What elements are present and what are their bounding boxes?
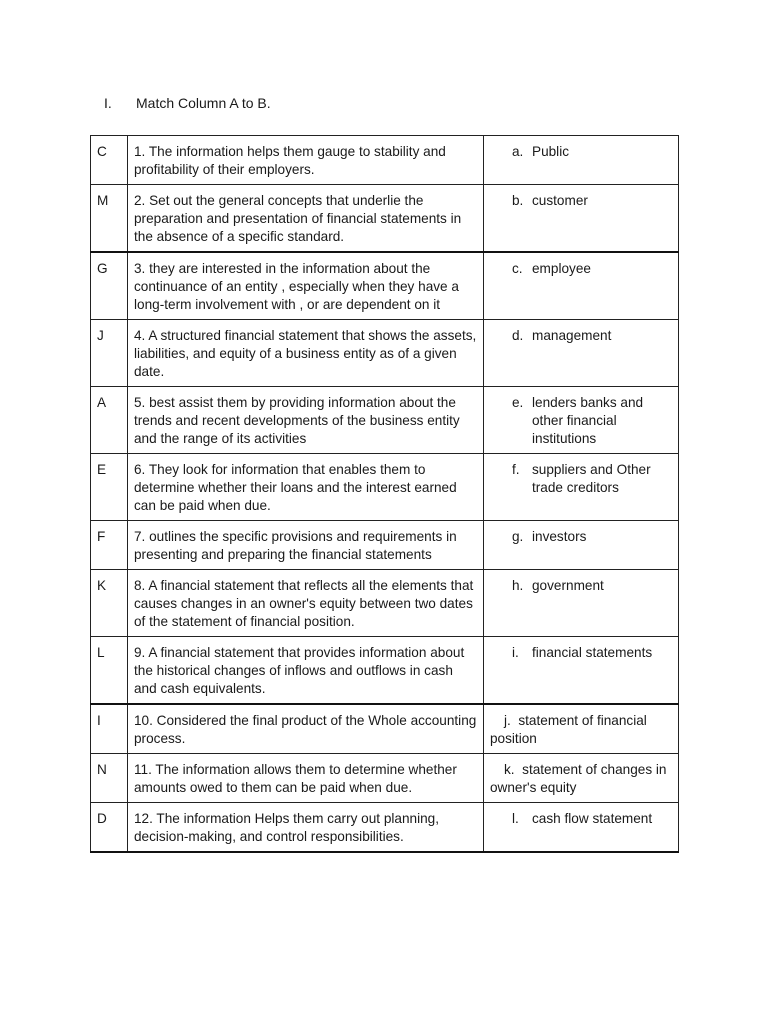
question-cell: 3. they are interested in the information about the continuance of an entity , especially when they have a long-term involvement with , or are dependent on it (128, 252, 484, 320)
question-cell: 11. The information allows them to determine whether amounts owed to them can be paid when due. (128, 754, 484, 803)
table-row (91, 252, 679, 320)
answer-cell: D (91, 803, 128, 853)
choice-cell (484, 803, 679, 853)
matching-table (90, 135, 679, 853)
answer-cell: N (91, 754, 128, 803)
choice-text: cash flow statement (532, 811, 653, 826)
choice-cell (484, 754, 679, 803)
choice-cell (484, 637, 679, 705)
choice-cell (484, 387, 679, 454)
choice-cell (484, 570, 679, 637)
choice-text: financial statements (532, 645, 653, 660)
choice-text: statement of financial position (490, 713, 647, 746)
answer-cell: F (91, 521, 128, 570)
choice-letter: i. (512, 645, 519, 660)
choice-letter: d. (512, 328, 524, 343)
answer-cell: A (91, 387, 128, 454)
choice-text: suppliers and Other trade creditors (532, 462, 651, 495)
choice-letter: g. (512, 529, 524, 544)
answer-cell: G (91, 252, 128, 320)
choice-text: lenders banks and other financial institutions (532, 395, 644, 446)
section-title: Match Column A to B. (136, 95, 271, 111)
choice-text: Public (532, 144, 570, 159)
choice-cell (484, 521, 679, 570)
choice-letter: l. (512, 811, 519, 826)
choice-letter: h. (512, 578, 524, 593)
choice-text: customer (532, 193, 588, 208)
choice-text: management (532, 328, 612, 343)
question-cell: 8. A financial statement that reflects all the elements that causes changes in an owner's equity between two dates of the statement of financial position. (128, 570, 484, 637)
table-row (91, 320, 679, 387)
question-cell: 9. A financial statement that provides information about the historical changes of inflows and outflows in cash and cash equivalents. (128, 637, 484, 705)
choice-letter: f. (512, 462, 520, 477)
answer-cell: E (91, 454, 128, 521)
answer-cell: I (91, 704, 128, 754)
table-row (91, 185, 679, 253)
answer-cell: C (91, 136, 128, 185)
question-cell: 10. Considered the final product of the Whole accounting process. (128, 704, 484, 754)
choice-text: employee (532, 261, 591, 276)
choice-cell (484, 320, 679, 387)
table-row (91, 136, 679, 185)
table-row (91, 454, 679, 521)
section-number: I. (104, 95, 112, 111)
question-cell: 2. Set out the general concepts that underlie the preparation and presentation of financial statements in the absence of a specific standard. (128, 185, 484, 253)
table-row (91, 704, 679, 754)
table-row (91, 754, 679, 803)
choice-text: statement of changes in owner's equity (490, 762, 667, 795)
choice-text: government (532, 578, 604, 593)
table-row (91, 570, 679, 637)
choice-cell (484, 252, 679, 320)
choice-letter: a. (512, 144, 524, 159)
question-cell: 4. A structured financial statement that shows the assets, liabilities, and equity of a business entity as of a given date. (128, 320, 484, 387)
choice-letter: c. (512, 261, 523, 276)
question-cell: 12. The information Helps them carry out planning, decision-making, and control responsibilities. (128, 803, 484, 853)
choice-cell (484, 185, 679, 253)
answer-cell: K (91, 570, 128, 637)
choice-letter: k. (504, 762, 515, 777)
table-row (91, 803, 679, 853)
choice-cell (484, 454, 679, 521)
choice-letter: e. (512, 395, 524, 410)
choice-text: investors (532, 529, 587, 544)
question-cell: 7. outlines the specific provisions and requirements in presenting and preparing the financial statements (128, 521, 484, 570)
answer-cell: L (91, 637, 128, 705)
question-cell: 5. best assist them by providing information about the trends and recent developments of the business entity and the range of its activities (128, 387, 484, 454)
answer-cell: J (91, 320, 128, 387)
question-cell: 6. They look for information that enables them to determine whether their loans and the interest earned can be paid when due. (128, 454, 484, 521)
question-cell: 1. The information helps them gauge to stability and profitability of their employers. (128, 136, 484, 185)
choice-cell (484, 136, 679, 185)
table-row (91, 521, 679, 570)
choice-letter: j. (504, 713, 511, 728)
table-row (91, 637, 679, 705)
answer-cell: M (91, 185, 128, 253)
choice-letter: b. (512, 193, 524, 208)
choice-cell (484, 704, 679, 754)
section-heading (104, 94, 271, 112)
table-row (91, 387, 679, 454)
